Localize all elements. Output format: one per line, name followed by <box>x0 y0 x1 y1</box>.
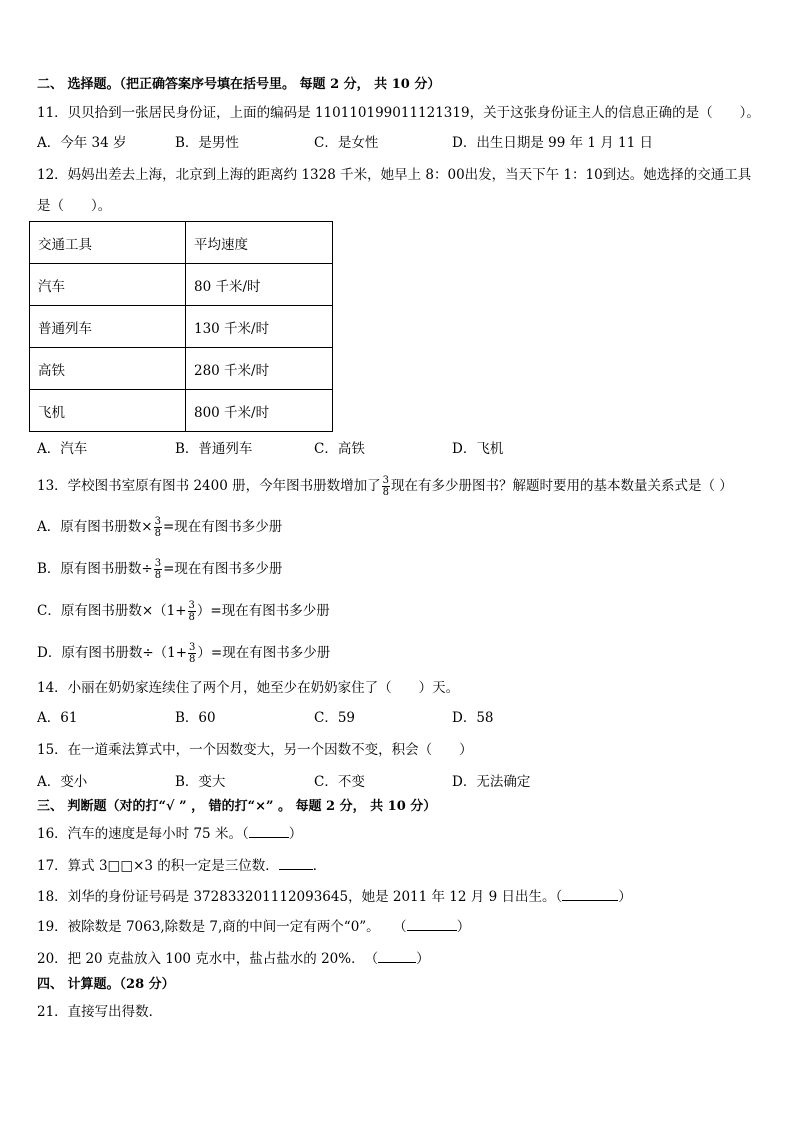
answer-blank[interactable] <box>249 825 289 838</box>
option-c: C．不变 <box>314 774 365 790</box>
answer-blank[interactable] <box>378 950 416 963</box>
table-row <box>30 306 333 348</box>
question-14: 14．小丽在奶奶家连续住了两个月，她至少在奶奶家住了（ ）天。 <box>37 680 460 696</box>
section-2-title: 二、 选择题。（把正确答案序号填在括号里。 每题 2 分， 共 10 分） <box>37 77 441 92</box>
option-b: B．普通列车 <box>175 441 253 457</box>
option-d: D．出生日期是 99 年 1 月 11 日 <box>452 135 654 151</box>
question-21: 21．直接写出得数． <box>37 1004 163 1020</box>
option-b: B．变大 <box>175 774 226 790</box>
table-cell: 高铁 <box>30 348 186 390</box>
table-row <box>30 264 333 306</box>
question-13-option-a: A．原有图书册数× $\frac{3}{8}$ =现在有图书多少册 <box>37 516 283 539</box>
question-13 <box>37 475 733 498</box>
question-12-line-2: 是（ ）。 <box>37 198 112 214</box>
option-c: C．是女性 <box>314 135 379 151</box>
option-d: D．飞机 <box>452 441 504 457</box>
transport-speed-table <box>29 221 333 432</box>
table-cell: 普通列车 <box>30 306 186 348</box>
option-a: A．61 <box>37 710 78 726</box>
question-15: 15．在一道乘法算式中，一个因数变大，另一个因数不变，积会（ ） <box>37 742 473 758</box>
question-16: 16．汽车的速度是每小时 75 米。（ ） <box>37 826 303 842</box>
option-d: D．58 <box>452 710 494 726</box>
question-17: 17．算式 3□□×3 的积一定是三位数． ． <box>37 858 327 874</box>
option-c: C．59 <box>314 710 356 726</box>
table-cell: 800 千米/时 <box>186 390 333 432</box>
section-4-title: 四、 计算题。（28 分） <box>37 977 175 992</box>
option-a: A．变小 <box>37 774 88 790</box>
section-3-title: 三、 判断题（对的打“√ ” ， 错的打“×” 。 每题 2 分， 共 10 分） <box>37 799 437 814</box>
option-a: A．汽车 <box>37 441 88 457</box>
question-13-option-c: C．原有图书册数×（1+ $\frac{3}{8}$ ）=现在有图书多少册 <box>37 600 330 623</box>
table-cell: 130 千米/时 <box>186 306 333 348</box>
question-13-option-b: B．原有图书册数÷ $\frac{3}{8}$ =现在有图书多少册 <box>37 558 283 581</box>
question-18: 18．刘华的身份证号码是 372833201112093645，她是 2011 年 12 月 9 日出生。（ ） <box>37 889 632 905</box>
answer-blank[interactable] <box>279 857 313 870</box>
table-row <box>30 348 333 390</box>
fraction-three-eighths: $\frac{3}{8}$ <box>189 642 196 665</box>
table-row <box>30 390 333 432</box>
question-11: 11．贝贝拾到一张居民身份证，上面的编码是 110110199011121319，关于这张身份证主人的信息正确的是（ ）。 <box>37 105 760 121</box>
question-13-text-after: 现在有多少册图书？解题时要用的基本数量关系式是（ ） <box>391 478 733 494</box>
question-12-options <box>37 440 737 458</box>
question-19: 19．被除数是 7063,除数是 7,商的中间一定有两个“0”。 （ ） <box>37 919 471 935</box>
answer-blank[interactable] <box>562 888 618 901</box>
question-13-option-d: D．原有图书册数÷（1+ $\frac{3}{8}$ ）=现在有图书多少册 <box>37 642 331 665</box>
answer-blank[interactable] <box>407 918 457 931</box>
option-d: D．无法确定 <box>452 774 531 790</box>
question-11-options <box>37 134 737 152</box>
option-b: B．是男性 <box>175 135 239 151</box>
fraction-three-eighths: $\frac{3}{8}$ <box>382 475 389 498</box>
table-cell: 80 千米/时 <box>186 264 333 306</box>
question-12-line-1: 12．妈妈出差去上海，北京到上海的距离约 1328 千米，她早上 8：00出发，当天下午 1：10到达。她选择的交通工具 <box>37 167 752 183</box>
table-header-row <box>30 222 333 264</box>
table-header-cell: 交通工具 <box>30 222 186 264</box>
option-a: A．今年 34 岁 <box>37 135 127 151</box>
question-13-text-before: 13．学校图书室原有图书 2400 册，今年图书册数增加了 <box>37 478 381 494</box>
question-14-options <box>37 709 737 727</box>
table-cell: 飞机 <box>30 390 186 432</box>
fraction-three-eighths: $\frac{3}{8}$ <box>188 600 195 623</box>
fraction-three-eighths: $\frac{3}{8}$ <box>154 558 162 581</box>
option-b: B．60 <box>175 710 216 726</box>
table-header-cell: 平均速度 <box>186 222 333 264</box>
question-20: 20．把 20 克盐放入 100 克水中，盐占盐水的 20%． （ ） <box>37 951 430 967</box>
fraction-three-eighths: $\frac{3}{8}$ <box>154 516 161 539</box>
option-c: C．高铁 <box>314 441 365 457</box>
question-15-options <box>37 773 737 791</box>
table-cell: 280 千米/时 <box>186 348 333 390</box>
table-cell: 汽车 <box>30 264 186 306</box>
